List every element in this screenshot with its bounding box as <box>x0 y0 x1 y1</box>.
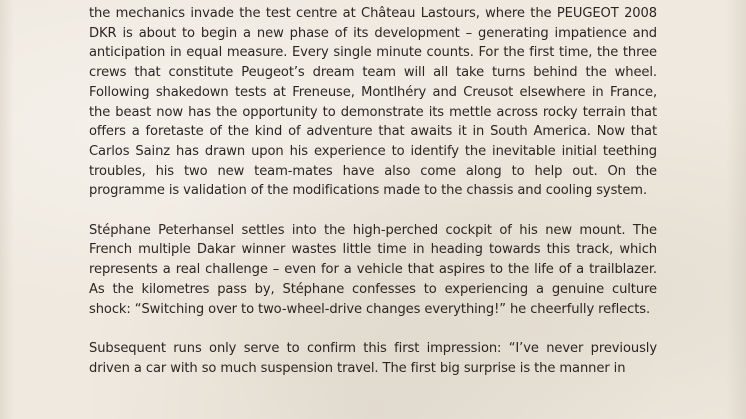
article-paragraph-1: the mechanics invade the test centre at Château Lastours, where the PEUGEOT 2008 DKR is about to begin a new phase of its development – generating impatience and anticipation in equal measure. Every single minute counts. For the first time, the three crews that constitute Peugeot’s dream team will all take turns behind the wheel. Following shakedown tests at Freneuse, Montlhéry and Creusot elsewhere in France, the beast now has the opportunity to demonstrate its mettle across rocky terrain that offers a foretaste of the kind of adventure that awaits it in South America. Now that Carlos Sainz has drawn upon his experience to identify the inevitable initial teething troubles, his two new team-mates have also come along to help out. On the programme is validation of the modifications made to the chassis and cooling system. <box>89 6 657 199</box>
paper-edge-right <box>726 0 746 419</box>
article-paragraph-2: Stéphane Peterhansel settles into the high-perched cockpit of his new mount. The French multiple Dakar winner wastes little time in heading towards this track, which represents a real challenge – even for a vehicle that aspires to the life of a trailblazer. As the kilometres pass by, Stéphane confesses to experiencing a genuine culture shock: “Switching over to two-wheel-drive changes everything!” he cheerfully reflects. <box>89 222 657 317</box>
article-body <box>89 4 657 398</box>
article-paragraph-3: Subsequent runs only serve to confirm this first impression: “I’ve never previously driven a car with so much suspension travel. The first big surprise is the manner in <box>89 340 657 376</box>
paper-edge-left <box>0 0 14 419</box>
